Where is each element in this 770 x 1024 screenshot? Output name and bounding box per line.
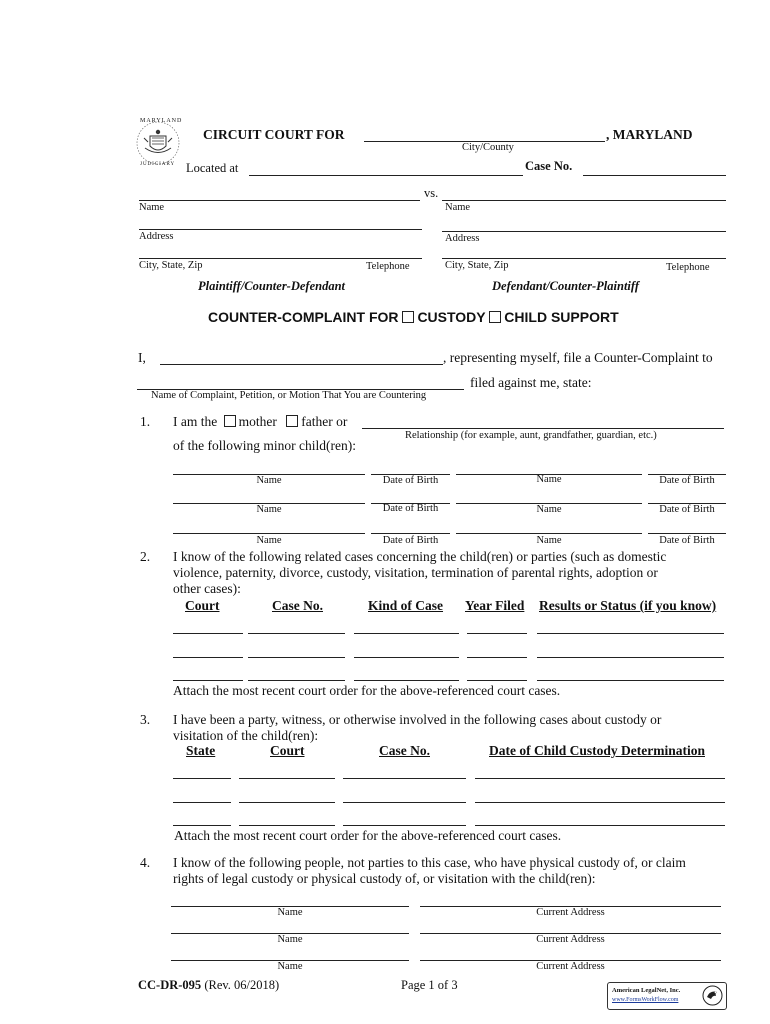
seal-top-text: MARYLAND xyxy=(140,118,183,124)
custody-label: CUSTODY xyxy=(417,309,486,325)
page-number: Page 1 of 3 xyxy=(401,978,458,992)
case-court-field[interactable] xyxy=(173,633,243,634)
case-year-field[interactable] xyxy=(467,657,527,658)
mother-checkbox[interactable] xyxy=(224,415,236,427)
custody-state-field[interactable] xyxy=(173,778,231,779)
plaintiff-city-field[interactable] xyxy=(139,258,422,259)
defendant-city-field[interactable] xyxy=(442,258,726,259)
child-dob-field[interactable] xyxy=(648,533,726,534)
publisher-badge xyxy=(607,982,727,1010)
plaintiff-name-field[interactable] xyxy=(139,200,420,201)
custodian-name-label: Name xyxy=(277,907,303,918)
custodian-address-label: Current Address xyxy=(536,907,605,918)
defendant-address-label: Address xyxy=(445,233,480,244)
child-support-checkbox[interactable] xyxy=(489,311,501,323)
item2-text xyxy=(173,549,666,597)
child-name-field[interactable] xyxy=(456,533,642,534)
child-support-label: CHILD SUPPORT xyxy=(504,309,619,325)
child-dob-label: Date of Birth xyxy=(659,504,715,515)
defendant-name-field[interactable] xyxy=(442,200,726,201)
cases-col-results: Results or Status (if you know) xyxy=(539,598,717,613)
intro-representing: , representing myself, file a Counter-Complaint to xyxy=(443,350,713,365)
defendant-city-label: City, State, Zip xyxy=(445,260,509,271)
custody-case-no-field[interactable] xyxy=(343,778,466,779)
intro-filed-against: filed against me, state: xyxy=(470,375,592,390)
form-id-code: CC-DR-095 xyxy=(138,978,202,992)
cases-col-year: Year Filed xyxy=(465,598,525,613)
item1-of-following: of the following minor child(ren): xyxy=(173,438,356,453)
child-name-label: Name xyxy=(536,474,562,485)
publisher-name: American LegalNet, Inc. xyxy=(612,987,681,994)
custody-col-state: State xyxy=(186,743,216,758)
located-at-label: Located at xyxy=(186,161,239,175)
child-name-field[interactable] xyxy=(173,533,365,534)
item1-number: 1. xyxy=(140,414,151,429)
defendant-name-label: Name xyxy=(445,202,471,213)
location-field[interactable] xyxy=(249,175,523,176)
case-kind-field[interactable] xyxy=(354,633,459,634)
custody-state-field[interactable] xyxy=(173,825,231,826)
custody-court-field[interactable] xyxy=(239,825,335,826)
relationship-label: Relationship (for example, aunt, grandfather, guardian, etc.) xyxy=(405,430,657,441)
item2-attach-note: Attach the most recent court order for the above-referenced court cases. xyxy=(173,683,561,698)
maryland-seal-icon xyxy=(134,118,182,168)
plaintiff-role: Plaintiff/Counter-Defendant xyxy=(198,279,346,293)
plaintiff-telephone-label: Telephone xyxy=(366,261,410,272)
item4-number: 4. xyxy=(140,855,151,870)
countered-motion-label: Name of Complaint, Petition, or Motion That You are Countering xyxy=(151,390,427,401)
custody-col-date: Date of Child Custody Determination xyxy=(489,743,705,758)
case-year-field[interactable] xyxy=(467,633,527,634)
custodian-name-label: Name xyxy=(277,961,303,972)
form-title-prefix: COUNTER-COMPLAINT FOR xyxy=(208,309,399,325)
father-checkbox[interactable] xyxy=(286,415,298,427)
city-county-label: City/County xyxy=(462,142,514,153)
child-dob-label: Date of Birth xyxy=(382,475,439,486)
court-title: CIRCUIT COURT FOR xyxy=(203,127,345,142)
item2-line2: violence, paternity, divorce, custody, visitation, termination of parental rights, adoption or xyxy=(173,565,658,580)
cases-col-kind: Kind of Case xyxy=(368,598,444,613)
custody-col-case-no: Case No. xyxy=(379,743,430,758)
custodian-address-label: Current Address xyxy=(536,961,605,972)
case-court-field[interactable] xyxy=(173,657,243,658)
case-number-field[interactable] xyxy=(248,633,345,634)
custody-date-field[interactable] xyxy=(475,778,725,779)
custody-court-field[interactable] xyxy=(239,802,335,803)
item4-text xyxy=(173,855,686,887)
item4-line1: I know of the following people, not parties to this case, who have physical custody of, or claim xyxy=(173,855,686,870)
item2-line3: other cases): xyxy=(173,581,241,596)
item3-text xyxy=(173,712,661,744)
filer-name-field[interactable] xyxy=(160,364,443,365)
item2-number: 2. xyxy=(140,549,151,564)
item1-text xyxy=(173,414,347,430)
plaintiff-name-label: Name xyxy=(139,202,165,213)
custodian-address-label: Current Address xyxy=(536,934,605,945)
case-kind-field[interactable] xyxy=(354,680,459,681)
custody-case-no-field[interactable] xyxy=(343,802,466,803)
eagle-logo-icon xyxy=(702,985,723,1006)
mother-label: mother xyxy=(238,414,277,429)
custody-checkbox[interactable] xyxy=(402,311,414,323)
case-year-field[interactable] xyxy=(467,680,527,681)
child-name-label: Name xyxy=(256,475,282,486)
case-results-field[interactable] xyxy=(537,657,724,658)
plaintiff-city-label: City, State, Zip xyxy=(139,260,203,271)
custody-date-field[interactable] xyxy=(475,802,725,803)
child-name-label: Name xyxy=(256,535,282,546)
case-number-field[interactable] xyxy=(248,680,345,681)
form-id xyxy=(138,978,279,993)
item4-line2: rights of legal custody or physical custody of, or visitation with the child(ren): xyxy=(173,871,596,886)
item3-line1: I have been a party, witness, or otherwise involved in the following cases about custody or xyxy=(173,712,662,727)
vs-label: vs. xyxy=(424,186,439,200)
state-label: , MARYLAND xyxy=(606,127,693,142)
cases-col-court: Court xyxy=(185,598,220,613)
item3-attach-note: Attach the most recent court order for the above-referenced court cases. xyxy=(174,828,562,843)
custody-case-no-field[interactable] xyxy=(343,825,466,826)
item1-iam: I am the xyxy=(173,414,218,429)
item3-line2: visitation of the child(ren): xyxy=(173,728,319,743)
child-name-label: Name xyxy=(536,504,562,515)
child-dob-field[interactable] xyxy=(371,533,450,534)
relationship-field[interactable] xyxy=(362,428,724,429)
defendant-telephone-label: Telephone xyxy=(666,262,710,273)
item3-number: 3. xyxy=(140,712,151,727)
item2-line1: I know of the following related cases concerning the child(ren) or parties (such as domestic xyxy=(173,549,667,564)
custody-state-field[interactable] xyxy=(173,802,231,803)
custody-court-field[interactable] xyxy=(239,778,335,779)
child-name-label: Name xyxy=(256,504,282,515)
case-results-field[interactable] xyxy=(537,680,724,681)
case-kind-field[interactable] xyxy=(354,657,459,658)
custody-date-field[interactable] xyxy=(475,825,725,826)
child-dob-label: Date of Birth xyxy=(382,535,439,546)
form-title xyxy=(208,309,619,325)
case-no-field[interactable] xyxy=(583,175,726,176)
defendant-role: Defendant/Counter-Plaintiff xyxy=(492,279,640,293)
case-number-field[interactable] xyxy=(248,657,345,658)
form-revision: (Rev. 06/2018) xyxy=(204,978,280,992)
child-dob-label: Date of Birth xyxy=(382,503,439,514)
cases-col-case-no: Case No. xyxy=(272,598,323,613)
case-no-label: Case No. xyxy=(525,159,573,173)
custodian-name-label: Name xyxy=(277,934,303,945)
child-name-label: Name xyxy=(536,535,562,546)
father-or-label: father or xyxy=(301,414,348,429)
case-results-field[interactable] xyxy=(537,633,724,634)
case-court-field[interactable] xyxy=(173,680,243,681)
plaintiff-address-label: Address xyxy=(139,231,174,242)
defendant-address-field[interactable] xyxy=(442,231,726,232)
child-dob-label: Date of Birth xyxy=(659,475,715,486)
custody-col-court: Court xyxy=(270,743,305,758)
publisher-url[interactable]: www.FormsWorkFlow.com xyxy=(612,997,679,1003)
child-dob-label: Date of Birth xyxy=(659,535,715,546)
plaintiff-address-field[interactable] xyxy=(139,229,422,230)
seal-bottom-text: JUDICIARY xyxy=(140,162,176,167)
intro-i: I, xyxy=(138,350,146,365)
